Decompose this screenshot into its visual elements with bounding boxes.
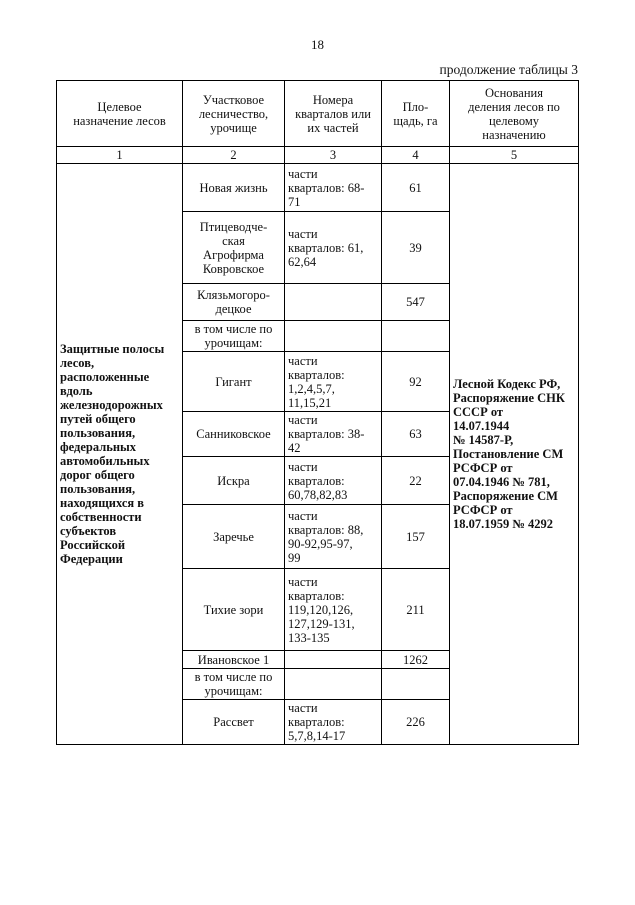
basis-cell: Лесной Кодекс РФ, Распоряжение СНК СССР от 14.07.1944 № 14587-Р, Постановление СМ РСФСР от 07.04.1946 № 781, Распоряжение СМ РСФСР от 18.07.1959 № 4292 xyxy=(450,164,579,745)
column-number: 5 xyxy=(450,147,579,164)
table-row xyxy=(57,164,579,212)
table-continuation-label: продолжение таблицы 3 xyxy=(439,62,578,77)
area-cell: 1262 xyxy=(382,651,450,669)
column-number: 4 xyxy=(382,147,450,164)
forestry-name-cell: Птицеводче- ская Агрофирма Ковровское xyxy=(183,212,285,284)
area-cell: 547 xyxy=(382,284,450,321)
column-number-row xyxy=(57,147,579,164)
table-header-row xyxy=(57,81,579,147)
area-cell: 61 xyxy=(382,164,450,212)
quarters-cell: части кварталов: 5,7,8,14-17 xyxy=(285,700,382,745)
forestry-name-cell: Гигант xyxy=(183,352,285,412)
area-cell: 63 xyxy=(382,412,450,457)
quarters-cell xyxy=(285,669,382,700)
area-cell: 39 xyxy=(382,212,450,284)
area-cell: 92 xyxy=(382,352,450,412)
forestry-name-cell: Клязьмогоро- децкое xyxy=(183,284,285,321)
quarters-cell xyxy=(285,284,382,321)
forestry-name-cell: Искра xyxy=(183,457,285,505)
area-cell: 157 xyxy=(382,505,450,569)
forestry-name-cell: Тихие зори xyxy=(183,569,285,651)
quarters-cell: части кварталов: 38- 42 xyxy=(285,412,382,457)
header-area: Пло- щадь, га xyxy=(382,81,450,147)
forest-purpose-table xyxy=(56,80,579,745)
quarters-cell: части кварталов: 1,2,4,5,7, 11,15,21 xyxy=(285,352,382,412)
column-number: 2 xyxy=(183,147,285,164)
column-number: 3 xyxy=(285,147,382,164)
forestry-name-cell: Заречье xyxy=(183,505,285,569)
area-cell: 22 xyxy=(382,457,450,505)
header-quarters: Номера кварталов или их частей xyxy=(285,81,382,147)
forestry-name-cell: в том числе по урочищам: xyxy=(183,669,285,700)
header-basis: Основания деления лесов по целевому назначению xyxy=(450,81,579,147)
page-number: 18 xyxy=(311,37,324,52)
quarters-cell: части кварталов: 61, 62,64 xyxy=(285,212,382,284)
forestry-name-cell: Новая жизнь xyxy=(183,164,285,212)
header-forestry: Участковое лесничество, урочище xyxy=(183,81,285,147)
column-number: 1 xyxy=(57,147,183,164)
area-cell xyxy=(382,321,450,352)
area-cell: 226 xyxy=(382,700,450,745)
forestry-name-cell: Рассвет xyxy=(183,700,285,745)
forestry-name-cell: Санниковское xyxy=(183,412,285,457)
quarters-cell xyxy=(285,321,382,352)
quarters-cell: части кварталов: 60,78,82,83 xyxy=(285,457,382,505)
quarters-cell xyxy=(285,651,382,669)
area-cell: 211 xyxy=(382,569,450,651)
quarters-cell: части кварталов: 88, 90-92,95-97, 99 xyxy=(285,505,382,569)
header-purpose: Целевое назначение лесов xyxy=(57,81,183,147)
forestry-name-cell: Ивановское 1 xyxy=(183,651,285,669)
purpose-cell: Защитные полосы лесов, расположенные вдоль железнодорожных путей общего пользования, федеральных автомобильных дорог общего пользования, находящихся в собственности субъектов Российской Федерации xyxy=(57,164,183,745)
forestry-name-cell: в том числе по урочищам: xyxy=(183,321,285,352)
quarters-cell: части кварталов: 119,120,126, 127,129-131, 133-135 xyxy=(285,569,382,651)
area-cell xyxy=(382,669,450,700)
quarters-cell: части кварталов: 68- 71 xyxy=(285,164,382,212)
